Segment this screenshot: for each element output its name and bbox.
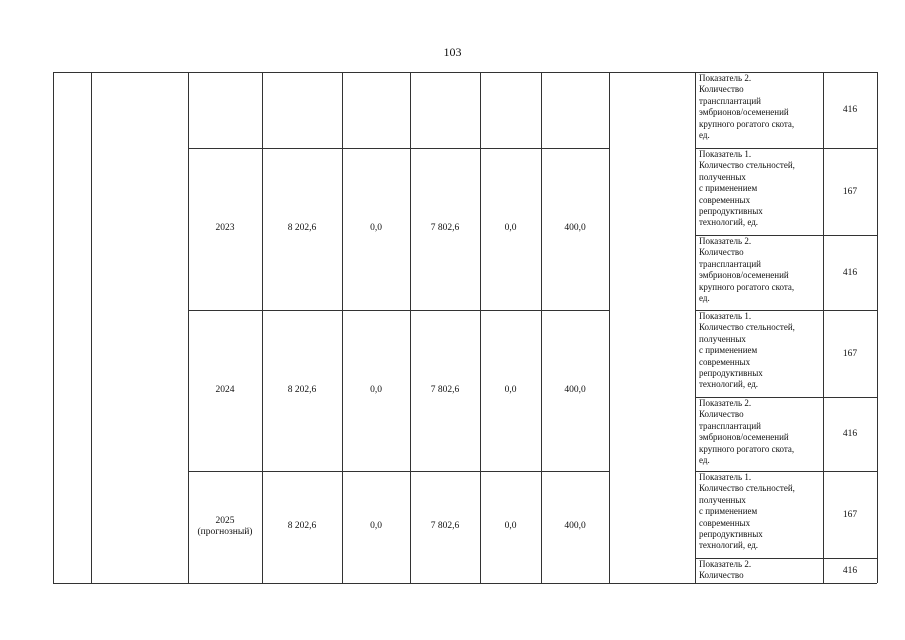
indicator-value: 416 — [842, 105, 858, 115]
local-cell: 0,0 — [504, 521, 517, 532]
page-number: 103 — [443, 45, 462, 59]
column-divider — [609, 72, 610, 583]
year-cell: 2023 — [215, 223, 235, 234]
regional-cell: 7 802,6 — [430, 223, 460, 234]
indicator-text: Показатель 2. Количество трансплантаций эмбрионов/осеменений крупного рогатого скота, ед. — [699, 236, 795, 304]
indicator-text: Показатель 1. Количество стельностей, полученных с применением современных репродуктивных технологий, ед. — [699, 149, 795, 228]
other-cell: 400,0 — [564, 384, 586, 395]
other-cell: 400,0 — [564, 223, 586, 234]
indicator-value: 416 — [842, 565, 858, 576]
indicator-value: 167 — [842, 186, 858, 197]
indicator-value: 416 — [842, 429, 858, 439]
regional-cell: 7 802,6 — [430, 521, 460, 532]
other-cell: 400,0 — [564, 521, 586, 532]
table-border-bottom — [53, 583, 877, 584]
regional-cell: 7 802,6 — [430, 384, 460, 395]
year-cell — [188, 471, 262, 583]
federal-cell: 0,0 — [370, 521, 382, 532]
indicator-text: Показатель 2. Количество — [699, 559, 752, 581]
year-note: (прогнозный) — [197, 527, 253, 537]
indicator-value: 167 — [842, 509, 858, 520]
table-border-right — [877, 72, 878, 583]
indicator-text: Показатель 2. Количество трансплантаций эмбрионов/осеменений крупного рогатого скота, ед. — [699, 73, 795, 141]
year-cell: 2024 — [215, 384, 235, 395]
total-cell: 8 202,6 — [287, 223, 317, 234]
indicator-value: 416 — [842, 267, 858, 278]
federal-cell: 0,0 — [370, 223, 382, 234]
local-cell: 0,0 — [504, 223, 517, 234]
indicator-value: 167 — [842, 348, 858, 359]
indicator-text: Показатель 2. Количество трансплантаций эмбрионов/осеменений крупного рогатого скота, ед. — [699, 398, 795, 466]
total-cell: 8 202,6 — [287, 384, 317, 395]
indicator-text: Показатель 1. Количество стельностей, полученных с применением современных репродуктивных технологий, ед. — [699, 472, 795, 551]
local-cell: 0,0 — [504, 384, 517, 395]
total-cell: 8 202,6 — [287, 521, 317, 532]
table-border-left — [53, 72, 54, 583]
year-label: 2025 — [215, 515, 235, 526]
column-divider — [91, 72, 92, 583]
federal-cell: 0,0 — [370, 384, 382, 395]
indicator-text: Показатель 1. Количество стельностей, полученных с применением современных репродуктивных технологий, ед. — [699, 311, 795, 390]
